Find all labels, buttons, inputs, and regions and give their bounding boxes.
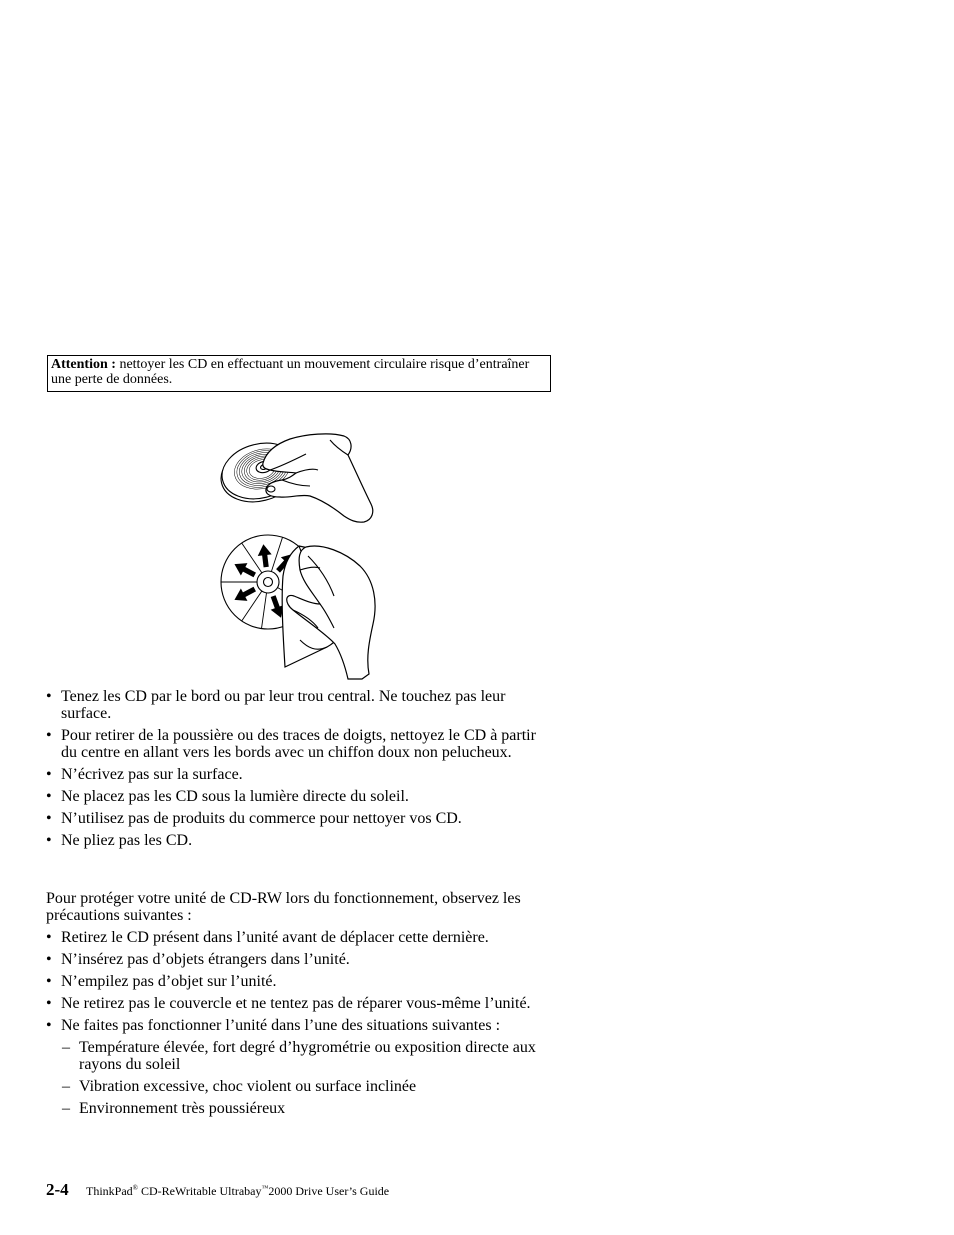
list-item-text: N’insérez pas d’objets étrangers dans l’unité. (61, 951, 350, 968)
cd-handling-illustration (215, 428, 380, 683)
list-item (46, 766, 543, 783)
sub-list-item-text: Température élevée, fort degré d’hygrométrie ou exposition directe aux rayons du soleil (79, 1039, 536, 1073)
attention-notice (47, 355, 551, 392)
operation-intro: Pour protéger votre unité de CD-RW lors du fonctionnement, observez les précautions suivantes : (46, 890, 521, 924)
list-item (46, 1017, 543, 1117)
operation-list (46, 929, 543, 1117)
cd-held-by-edge-figure (215, 434, 373, 522)
guide-title-middle: CD-ReWritable Ultrabay (138, 1184, 262, 1198)
list-item (46, 727, 543, 761)
list-item-text: Ne pliez pas les CD. (61, 832, 193, 849)
sub-list-item (61, 1078, 543, 1095)
registered-mark: ® (132, 1184, 138, 1192)
sub-list-item-text: Environnement très poussiéreux (79, 1100, 286, 1117)
list-item (46, 688, 543, 722)
trademark-mark: ™ (261, 1184, 269, 1192)
guide-title-prefix: ThinkPad (86, 1184, 133, 1198)
cd-care-list (46, 688, 543, 854)
list-item-text: N’écrivez pas sur la surface. (61, 766, 243, 783)
list-item (46, 832, 543, 849)
list-item (46, 995, 543, 1012)
list-item (46, 788, 543, 805)
guide-title (86, 1181, 389, 1201)
list-item-text: Retirez le CD présent dans l’unité avant de déplacer cette dernière. (61, 929, 489, 946)
guide-title-suffix: 2000 Drive User’s Guide (268, 1184, 390, 1198)
list-item-text: N’utilisez pas de produits du commerce pour nettoyer vos CD. (61, 810, 462, 827)
cd-wiping-figure (221, 535, 375, 679)
list-item (46, 810, 543, 827)
list-item-text: Ne faites pas fonctionner l’unité dans l’une des situations suivantes : (61, 1017, 501, 1034)
list-item-text: Pour retirer de la poussière ou des traces de doigts, nettoyez le CD à partir du centre en allant vers les bords avec un chiffon doux non pelucheux. (61, 727, 536, 761)
list-item (46, 951, 543, 968)
list-item (46, 973, 543, 990)
cd-hole (264, 578, 273, 587)
list-item-text: Ne placez pas les CD sous la lumière directe du soleil. (61, 788, 409, 805)
sub-list-item-text: Vibration excessive, choc violent ou surface inclinée (79, 1078, 417, 1095)
sub-list-item (61, 1039, 543, 1073)
sub-list-item (61, 1100, 543, 1117)
page-footer (46, 1180, 389, 1201)
operation-precautions (46, 890, 543, 1122)
attention-text: nettoyer les CD en effectuant un mouvement circulaire risque d’entraîner une perte de données. (51, 357, 530, 387)
list-item-text: Ne retirez pas le couvercle et ne tentez pas de réparer vous-même l’unité. (61, 995, 531, 1012)
attention-label: Attention : (51, 357, 116, 372)
list-item-text: N’empilez pas d’objet sur l’unité. (61, 973, 277, 990)
list-item-text: Tenez les CD par le bord ou par leur trou central. Ne touchez pas leur surface. (61, 688, 506, 722)
situations-sublist (61, 1039, 543, 1117)
list-item (46, 929, 543, 946)
page-number: 2-4 (46, 1180, 69, 1199)
